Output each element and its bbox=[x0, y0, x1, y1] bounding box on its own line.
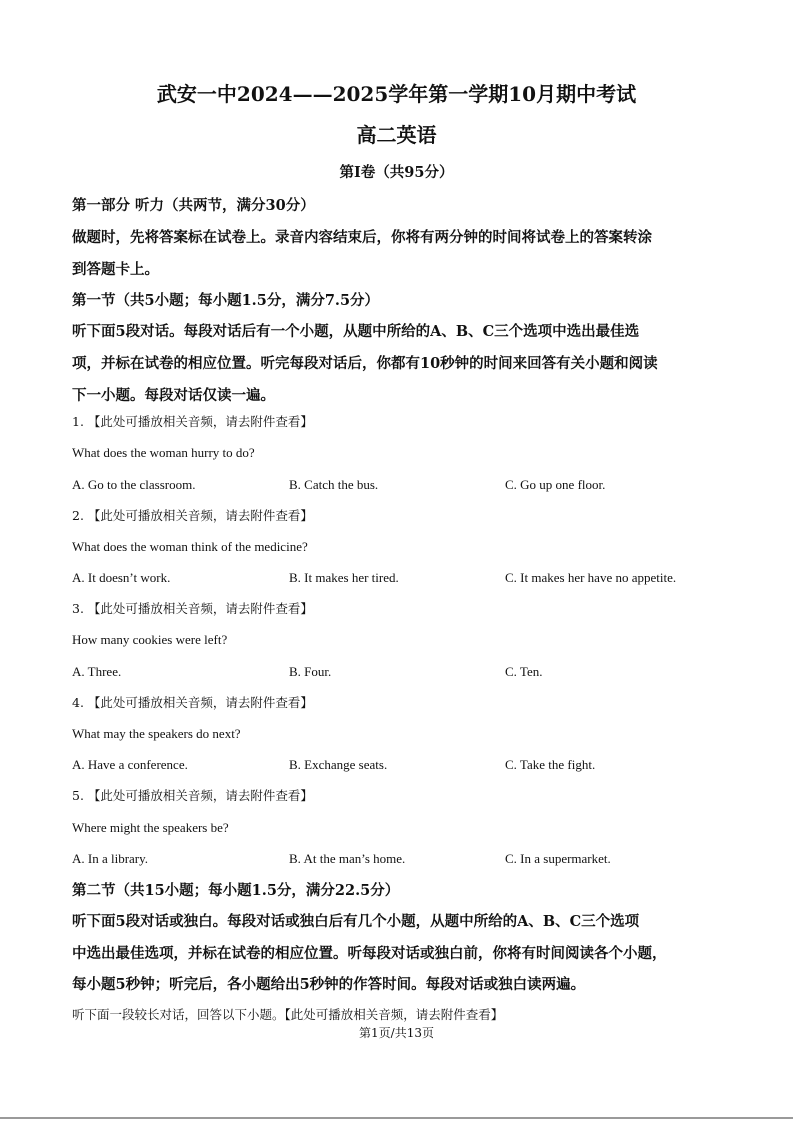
q5-option-b: B. At the man’s home. bbox=[289, 851, 406, 866]
q2-audio-note[interactable]: 2. 【此处可播放相关音频，请去附件查看】 bbox=[72, 508, 313, 523]
q1-question: What does the woman hurry to do? bbox=[72, 445, 255, 460]
q3-audio-note[interactable]: 3. 【此处可播放相关音频，请去附件查看】 bbox=[72, 601, 313, 616]
q5-question: Where might the speakers be? bbox=[72, 820, 229, 835]
section1-heading: 第一节（共5小题；每小题1.5分，满分7.5分） bbox=[72, 292, 380, 309]
q4-option-c: C. Take the fight. bbox=[505, 757, 596, 772]
q1-option-a: A. Go to the classroom. bbox=[72, 477, 196, 492]
q5-option-a: A. In a library. bbox=[72, 851, 149, 866]
q2-option-a: A. It doesn’t work. bbox=[72, 570, 171, 585]
q1-option-b: B. Catch the bus. bbox=[289, 477, 379, 492]
q2-option-b: B. It makes her tired. bbox=[289, 570, 399, 585]
volume-heading: 第Ⅰ卷（共95分） bbox=[339, 164, 454, 181]
part1-instruction-line2: 到答题卡上。 bbox=[72, 261, 159, 278]
exam-subject: 高二英语 bbox=[356, 123, 437, 147]
q4-audio-note[interactable]: 4. 【此处可播放相关音频，请去附件查看】 bbox=[72, 695, 313, 710]
exam-title: 武安一中2024——2025学年第一学期10月期中考试 bbox=[156, 82, 637, 106]
q2-option-c: C. It makes her have no appetite. bbox=[505, 570, 677, 585]
section2-heading: 第二节（共15小题；每小题1.5分，满分22.5分） bbox=[72, 882, 400, 899]
section2-audio-note[interactable]: 听下面一段较长对话，回答以下小题。【此处可播放相关音频，请去附件查看】 bbox=[72, 1007, 504, 1022]
section1-instruction-line2: 项，并标在试卷的相应位置。听完每段对话后，你都有10秒钟的时间来回答有关小题和阅读 bbox=[72, 355, 658, 372]
q5-audio-note[interactable]: 5. 【此处可播放相关音频，请去附件查看】 bbox=[72, 788, 313, 803]
q3-option-a: A. Three. bbox=[72, 664, 122, 679]
part1-instruction-line1: 做题时，先将答案标在试卷上。录音内容结束后，你将有两分钟的时间将试卷上的答案转涂 bbox=[72, 229, 652, 246]
section2-instruction-line1: 听下面5段对话或独白。每段对话或独白后有几个小题，从题中所给的A、B、C三个选项 bbox=[72, 913, 640, 930]
q4-question: What may the speakers do next? bbox=[72, 726, 241, 741]
section2-instruction-line3: 每小题5秒钟；听完后，各小题给出5秒钟的作答时间。每段对话或独白读两遍。 bbox=[72, 976, 586, 993]
q3-option-b: B. Four. bbox=[289, 664, 332, 679]
part1-heading: 第一部分 听力（共两节，满分30分） bbox=[72, 197, 315, 214]
q1-audio-note[interactable]: 1. 【此处可播放相关音频，请去附件查看】 bbox=[72, 414, 313, 429]
q3-option-c: C. Ten. bbox=[505, 664, 543, 679]
section1-instruction-line1: 听下面5段对话。每段对话后有一个小题，从题中所给的A、B、C三个选项中选出最佳选 bbox=[72, 323, 640, 340]
q3-question: How many cookies were left? bbox=[72, 632, 228, 647]
section1-instruction-line3: 下一小题。每段对话仅读一遍。 bbox=[72, 387, 275, 404]
q2-question: What does the woman think of the medicine? bbox=[72, 539, 308, 554]
q5-option-c: C. In a supermarket. bbox=[505, 851, 611, 866]
page-number: 第1页/共13页 bbox=[359, 1026, 434, 1040]
q1-option-c: C. Go up one floor. bbox=[505, 477, 606, 492]
q4-option-a: A. Have a conference. bbox=[72, 757, 188, 772]
bottom-divider bbox=[0, 1117, 793, 1119]
q4-option-b: B. Exchange seats. bbox=[289, 757, 388, 772]
section2-instruction-line2: 中选出最佳选项，并标在试卷的相应位置。听每段对话或独白前，你将有时间阅读各个小题， bbox=[72, 945, 667, 962]
